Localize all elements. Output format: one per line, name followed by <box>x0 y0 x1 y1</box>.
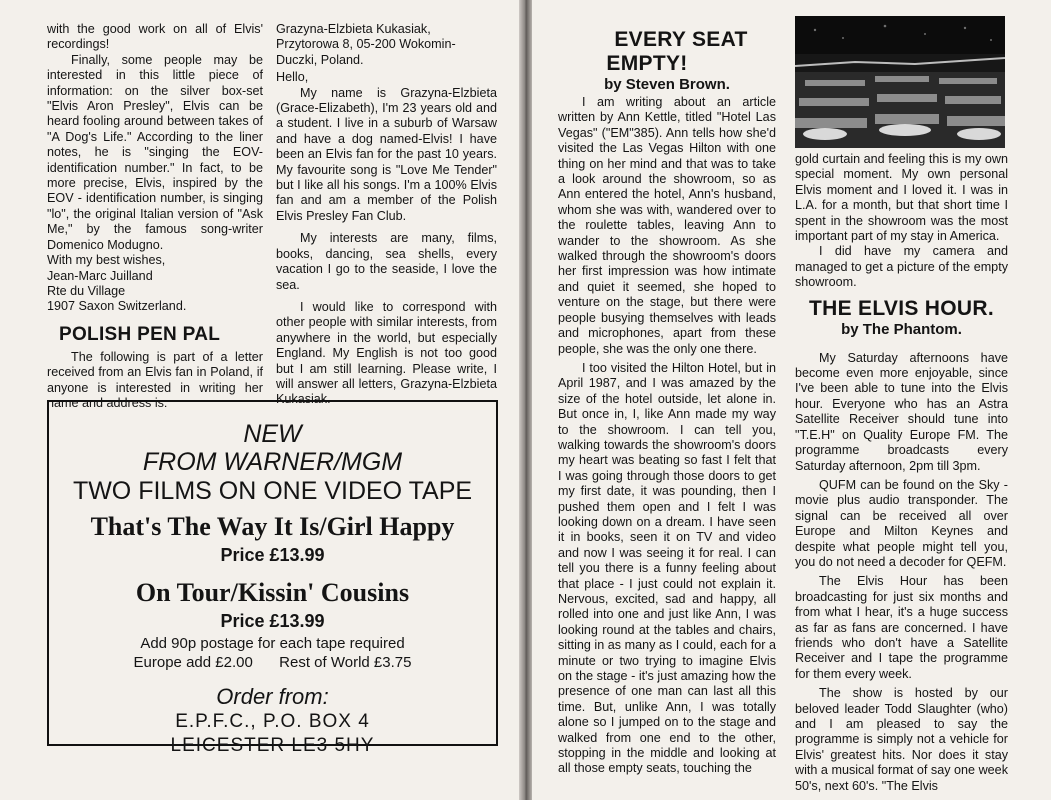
showroom-photo <box>795 16 1005 148</box>
article-text: gold curtain and feeling this is my own special moment. My own personal Elvis moment and I loved it. I was in L.A. for a month, but that short time I spent in the showroom was the most important part of my stay in America. <box>795 152 1008 244</box>
ad-europe: Europe add £2.00 <box>133 654 253 671</box>
address-line: Przytorowa 8, 05-200 Wokomin- <box>276 37 456 52</box>
article-text: The following is part of a letter received from an Elvis fan in Poland, if anyone is interested in writing her name and address is: <box>47 349 263 410</box>
signoff-line: 1907 Saxon Switzerland. <box>47 299 187 314</box>
signoff-line: Jean-Marc Juilland <box>47 268 153 283</box>
signoff-line: Rte du Village <box>47 283 126 298</box>
ad-price-1: Price £13.99 <box>220 545 325 565</box>
article-text: I too visited the Hilton Hotel, but in April 1987, and I was amazed by the size of the hotel outside, let alone in. But once in, I, like Ann made my way to the showroom. I can tell you, walking towards the showroom's doors my heart was beating so fast I felt that I was going through those doors to get my first date, it was pounding, then I pushed them open and I felt I was looking down on a dream. I have seen it in books, seen it on TV and video and now I was seeing it for real. I can tell you there is a funny feeling about that place - I just could not explain it. Nervous, excited, sad and happy, all rolled into one and just like Ann, I was looking round at the tables and chairs, sitting in as many as I could, each for a minute or two trying to imagine Elvis on the stage - it's just amazing how the presence of one man can last all this time. But, unlike Ann, I was totally alone so I jumped on to the stage and walked from one end to the other, stopping in the middle and looking at all those empty seats, touching the <box>558 360 776 776</box>
signoff-line: With my best wishes, <box>47 253 166 268</box>
ad-subtitle: TWO FILMS ON ONE VIDEO TAPE <box>72 477 473 505</box>
article-byline: by The Phantom. <box>841 320 962 338</box>
section-heading: POLISH PEN PAL <box>59 323 221 345</box>
showroom-photo-icon <box>795 16 1005 148</box>
ad-new: NEW <box>243 420 302 448</box>
article-text: QUFM can be found on the Sky - movie plus audio transponder. The signal can be received all over Europe and Milton Keynes and despite what people might tell you, you do not need a decoder for QEFM. <box>795 477 1008 569</box>
ad-rest-of-world: Rest of World £3.75 <box>279 654 412 671</box>
article-heading-line: EVERY SEAT <box>614 28 748 51</box>
article-text: I did have my camera and managed to get a picture of the empty showroom. <box>795 244 1008 290</box>
article-text: The Elvis Hour has been broadcasting for just six months and from what I hear, it's a huge success as far as fans are concerned. I have friends who don't have a Satellite Receiver and I tape the programme for them every week. <box>795 574 1008 681</box>
article-text: My interests are many, films, books, dancing, sea shells, every vacation I go to the seaside, I love the sea. <box>276 231 497 292</box>
ad-title-2: On Tour/Kissin' Cousins <box>135 578 410 607</box>
article-text: The show is hosted by our beloved leader Todd Slaughter (who) and I am pleased to say the programme is simply not a vehicle for Elvis' greatest hits. Nor does it stay with a musical format of say one week 50's, next 60's. "The Elvis <box>795 686 1008 793</box>
article-text: with the good work on all of Elvis' recordings! <box>47 22 263 52</box>
right-column-2 <box>795 152 1008 794</box>
ad-order-from: Order from: <box>216 684 329 709</box>
address-line: Grazyna-Elzbieta Kukasiak, <box>276 22 431 36</box>
video-advert <box>47 400 498 756</box>
ad-from: FROM WARNER/MGM <box>142 448 403 476</box>
article-text: I would like to correspond with other people with similar interests, from anywhere in the world, but especially England. My English is not too good but I am still learning. Please write, I will answer all letters, Grazyna-Elzbieta Kukasiak. <box>276 299 497 407</box>
article-heading: THE ELVIS HOUR. <box>809 296 994 320</box>
address-line: Duczki, Poland. <box>276 52 364 67</box>
article-text: My name is Grazyna-Elzbieta (Grace-Elizabeth), I'm 23 years old and a student. I live in a suburb of Warsaw and have a dog named-Elvis! I have been an Elvis fan for the past 10 years. My favourite song is "Love Me Tender" but I like all his songs. I'm a 100% Elvis fan and am a member of the Polish Elvis Presley Fan Club. <box>276 85 497 223</box>
article-byline: by Steven Brown. <box>604 76 730 93</box>
ad-address-1: E.P.F.C., P.O. BOX 4 <box>175 711 370 732</box>
ad-price-2: Price £13.99 <box>220 611 325 631</box>
ad-title-1: That's The Way It Is/Girl Happy <box>90 512 455 541</box>
left-column-2 <box>276 22 497 408</box>
right-column-1 <box>558 28 776 777</box>
ad-address-2: LEICESTER LE3 5HY <box>170 735 375 756</box>
greeting: Hello, <box>276 70 309 85</box>
ad-postage: Add 90p postage for each tape required <box>140 635 405 652</box>
left-column-1 <box>47 22 263 411</box>
article-text: Finally, some people may be interested in this little piece of information: on the silver box-set "Elvis Aron Presley", Elvis can be heard fooling around between takes of "A Dog's Life." According to the liner notes, he is "singing the EOV-identification number." In fact, to be more precise, Elvis, inspired by the EOV - identification number, is singing "lo", the original Italian version of "Ask Me," by the famous song-writer Domenico Modugno. <box>47 52 263 252</box>
article-text: I am writing about an article written by Ann Kettle, titled "Hotel Las Vegas" ("EM"385). Ann tells how she'd visited the Las Vegas Hilton with one thing on her mind and that was to take a look around the showroom, so as Ann entered the hotel, Ann's husband, whom she was with, wandered over to the roulette tables, leaving Ann to wander to the showroom. As she walked through the showroom's doors her first impression was how intimate and quiet it seemed, she hoped to venture on the stage, but there were people busying themselves with leads and microphones, apart from these people, she was the only one there. <box>558 95 776 356</box>
article-heading-line: EMPTY! <box>606 52 688 75</box>
article-text: My Saturday afternoons have become even more enjoyable, since I've been able to tune into the Elvis hour. Everyone who has an Astra Satellite Receiver should tune into "T.E.H" on Quality Europe FM. The programme broadcasts every Saturday afternoon, 2pm till 3pm. <box>795 350 1008 473</box>
page-gutter <box>519 0 532 800</box>
